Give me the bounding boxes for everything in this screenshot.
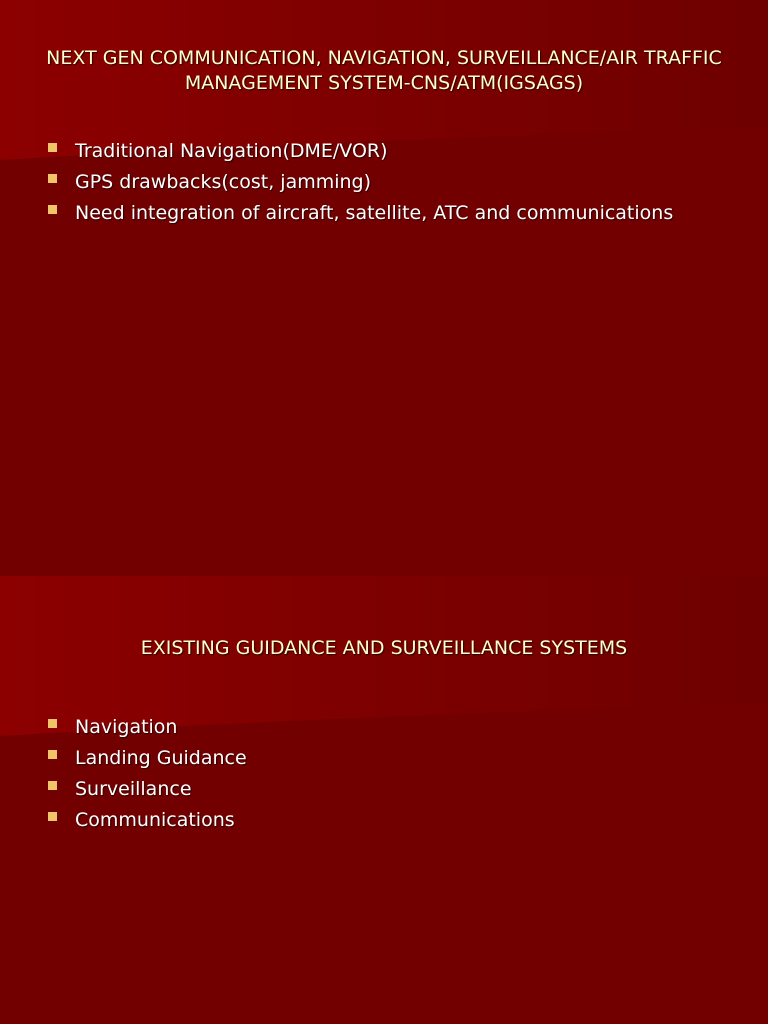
list-item: [46, 201, 686, 226]
square-bullet-icon: [48, 174, 57, 183]
bullet-text: Landing Guidance: [75, 747, 247, 769]
list-item: [46, 170, 686, 195]
list-item: [46, 746, 686, 771]
square-bullet-icon: [48, 719, 57, 728]
square-bullet-icon: [48, 781, 57, 790]
list-item: [46, 715, 686, 740]
slide-2: [0, 576, 768, 1024]
bullet-list: [46, 715, 686, 839]
bullet-text: Traditional Navigation(DME/VOR): [75, 140, 388, 162]
list-item: [46, 139, 686, 164]
square-bullet-icon: [48, 205, 57, 214]
bullet-text: Navigation: [75, 716, 178, 738]
list-item: [46, 808, 686, 833]
bullet-text: Surveillance: [75, 778, 192, 800]
bullet-text: GPS drawbacks(cost, jamming): [75, 171, 372, 193]
square-bullet-icon: [48, 812, 57, 821]
bullet-text: Need integration of aircraft, satellite, ATC and communications: [75, 202, 674, 224]
slide-title: EXISTING GUIDANCE AND SURVEILLANCE SYSTEMS: [140, 637, 628, 659]
bullet-text: Communications: [75, 809, 235, 831]
bullet-list: [46, 139, 686, 232]
list-item: [46, 777, 686, 802]
slide-title: NEXT GEN COMMUNICATION, NAVIGATION, SURVEILLANCE/AIR TRAFFIC MANAGEMENT SYSTEM-CNS/ATM(IGSAGS): [46, 47, 722, 94]
square-bullet-icon: [48, 750, 57, 759]
square-bullet-icon: [48, 143, 57, 152]
